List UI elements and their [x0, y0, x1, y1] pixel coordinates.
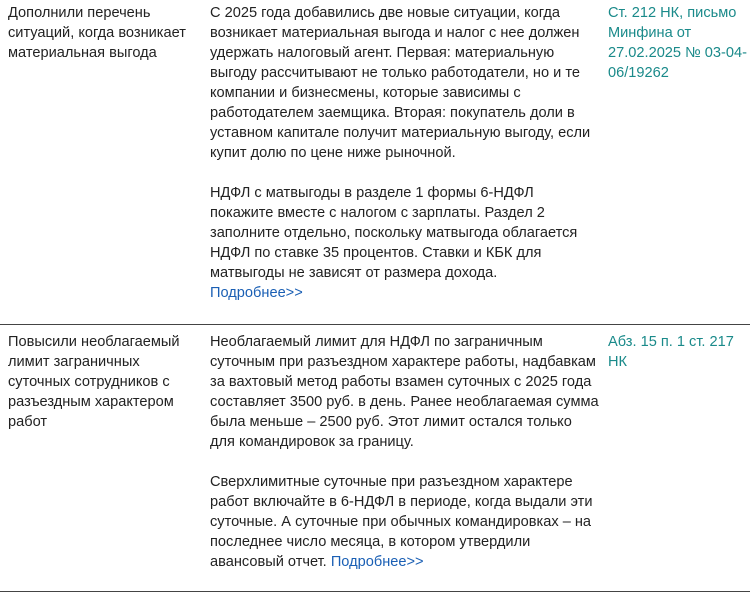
description-text: Сверхлимитные суточные при разъездном характере работ включайте в 6-НДФЛ в периоде, когда выдали эти суточные. А суточные при обычных командировках – на последнее число месяца, в котором утвердили авансовый отчет.	[210, 474, 593, 570]
description-paragraph: Необлагаемый лимит для НДФЛ по заграничным суточным при разъездном характере работы, надбавкам за вахтовый метод работы взамен суточных с 2025 года составляет 3500 руб. в день. Ранее необлагаемая сумма была меньше – 2500 руб. Этот лимит остался только для командировок за границу.	[210, 334, 599, 450]
topic-cell: Повысили необлагаемый лимит заграничных суточных сотрудников с разъездным характером работ	[8, 334, 180, 430]
description-cell	[210, 332, 600, 572]
paragraph-gap	[210, 452, 600, 472]
source-cell: Ст. 212 НК, письмо Минфина от 27.02.2025 № 03-04-06/19262	[608, 5, 747, 81]
table-row	[0, 325, 750, 592]
paragraph-gap	[210, 163, 600, 183]
description-paragraph: С 2025 года добавились две новые ситуации, когда возникает материальная выгода и налог с нее должен удержать налоговый агент. Первая: материальную выгоду рассчитывают не только работодатели, но и те компании и бизнесмены, которые зависимы с работодателем заемщика. Вторая: покупатель доли в уставном капитале получит материальную выгоду, если купит долю по цене ниже рыночной.	[210, 5, 591, 161]
more-link[interactable]: Подробнее>>	[210, 285, 303, 301]
topic-cell: Дополнили перечень ситуаций, когда возникает материальная выгода	[8, 5, 186, 61]
description-cell	[210, 3, 600, 303]
description-text: НДФЛ с матвыгоды в разделе 1 формы 6-НДФЛ покажите вместе с налогом с зарплаты. Раздел 2 заполните отдельно, поскольку матвыгода облагается НДФЛ по ставке 35 процентов. Ставки и КБК для матвыгоды не зависят от размера дохода.	[210, 185, 578, 281]
description-paragraph	[210, 472, 600, 572]
description-paragraph	[210, 183, 600, 303]
more-link[interactable]: Подробнее>>	[330, 554, 424, 570]
source-cell: Абз. 15 п. 1 ст. 217 НК	[608, 334, 734, 370]
